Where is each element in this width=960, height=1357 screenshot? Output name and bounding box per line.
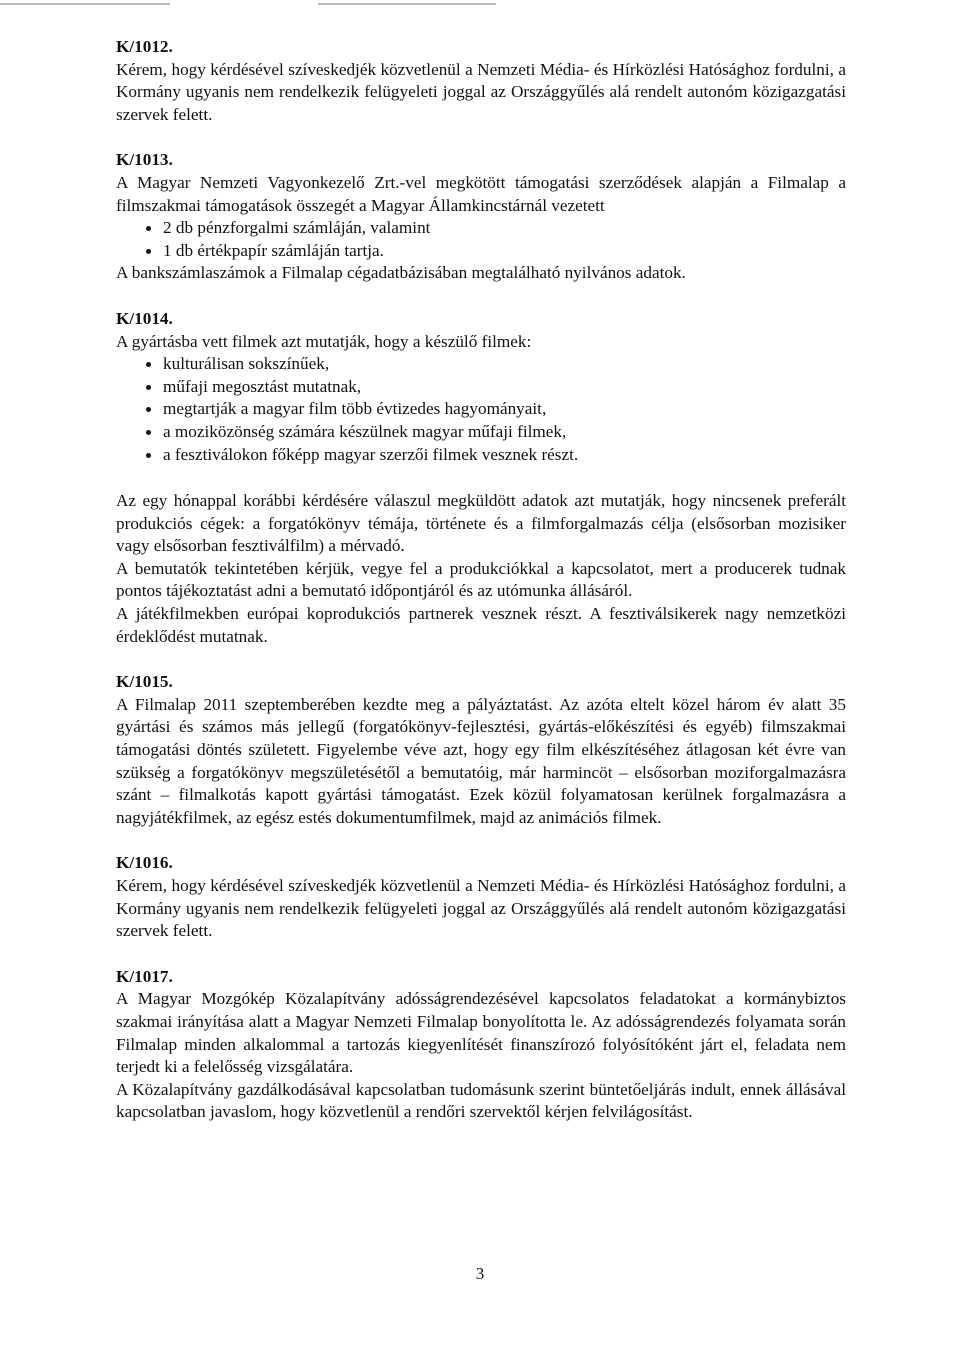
section-heading: K/1016.	[116, 853, 173, 873]
bullet-item: megtartják a magyar film több évtizedes hagyományait,	[163, 398, 846, 421]
bullet-list	[116, 217, 846, 262]
bullet-item: 1 db értékpapír számláján tartja.	[163, 240, 846, 263]
section-k1017	[116, 966, 846, 1124]
section-heading: K/1013.	[116, 150, 173, 170]
bullet-item: 2 db pénzforgalmi számláján, valamint	[163, 217, 846, 240]
bullet-item: a moziközönség számára készülnek magyar műfaji filmek,	[163, 421, 846, 444]
document-page	[116, 36, 846, 1124]
section-heading: K/1012.	[116, 37, 173, 56]
page-number: 3	[475, 1264, 485, 1283]
section-k1014	[116, 308, 846, 648]
bullet-item: műfaji megosztást mutatnak,	[163, 376, 846, 399]
paragraph-intro: A Magyar Nemzeti Vagyonkezelő Zrt.-vel megkötött támogatási szerződések alapján a Filmalap a filmszakmai támogatások összegét a Magyar Államkincstárnál vezetett	[116, 172, 846, 215]
section-k1015	[116, 671, 846, 829]
section-k1013	[116, 149, 846, 285]
section-heading: K/1015.	[116, 672, 173, 692]
paragraph: A Filmalap 2011 szeptemberében kezdte meg a pályáztatást. Az azóta eltelt közel három év alatt 35 gyártási és számos más jellegű (forgatókönyv-fejlesztési, gyártás-előkészítési és egyéb) filmszakmai támogatási döntés született. Figyelembe véve azt, hogy egy film elkészítéséhez átlagosan két évre van szükség a forgatókönyv megszületésétől a bemutatóig, már harmincöt – elsősorban moziforgalmazásra szánt – filmalkotás kapott gyártási támogatást. Ezek közül folyamatosan kerülnek forgalmazásra a nagyjátékfilmek, az egész estés dokumentumfilmek, majd az animációs filmek.	[116, 694, 846, 827]
paragraph-intro: A gyártásba vett filmek azt mutatják, hogy a készülő filmek:	[116, 331, 532, 351]
section-k1016	[116, 852, 846, 942]
section-heading: K/1017.	[116, 966, 173, 986]
paragraph: A Közalapítvány gazdálkodásával kapcsolatban tudomásunk szerint büntetőeljárás indult, ennek állásával kapcsolatban javaslom, hogy közvetlenül a rendőri szervektől kérjen felvilágosítást.	[116, 1079, 846, 1122]
bullet-item: a fesztiválokon főképp magyar szerzői filmek vesznek részt.	[163, 444, 846, 467]
paragraph: Kérem, hogy kérdésével szíveskedjék közvetlenül a Nemzeti Média- és Hírközlési Hatósághoz fordulni, a Kormány ugyanis nem rendelkezik felügyeleti joggal az Országgyűlés alá rendelt autonóm közigazgatási szervek felett.	[116, 876, 846, 941]
paragraph: Kérem, hogy kérdésével szíveskedjék közvetlenül a Nemzeti Média- és Hírközlési Hatósághoz fordulni, a Kormány ugyanis nem rendelkezik felügyeleti joggal az Országgyűlés alá rendelt autonóm közigazgatási szervek felett.	[116, 59, 846, 124]
scan-edge-line-right	[318, 3, 496, 5]
paragraph: Az egy hónappal korábbi kérdésére válaszul megküldött adatok azt mutatják, hogy nincsenek preferált produkciós cégek: a forgatókönyv témája, története és a filmforgalmazás célja (elsősorban mozisiker vagy elsősorban fesztiválfilm) a mérvadó.	[116, 491, 846, 556]
section-heading: K/1014.	[116, 308, 173, 328]
paragraph: A Magyar Mozgókép Közalapítvány adósságrendezésével kapcsolatos feladatokat a kormánybiztos szakmai irányítása alatt a Magyar Nemzeti Filmalap bonyolította le. Az adósságrendezés folyamata során Filmalap minden alkalommal a tartozás kiegyenlítését finanszírozó folyósítóként járt el, feladata nem terjedt ki a felelősség vizsgálatára.	[116, 989, 846, 1077]
bullet-item: kulturálisan sokszínűek,	[163, 353, 846, 376]
bullet-list	[116, 353, 846, 466]
paragraph-outro: A bankszámlaszámok a Filmalap cégadatbázisában megtalálható nyilvános adatok.	[116, 263, 686, 283]
paragraph: A játékfilmekben európai koprodukciós partnerek vesznek részt. A fesztiválsikerek nagy nemzetközi érdeklődést mutatnak.	[116, 604, 846, 646]
section-k1012	[116, 36, 846, 126]
paragraph: A bemutatók tekintetében kérjük, vegye fel a produkciókkal a kapcsolatot, mert a producerek tudnak pontos tájékoztatást adni a bemutató időpontjáról és az utómunka állásáról.	[116, 558, 846, 601]
scan-edge-line-left	[0, 3, 170, 5]
